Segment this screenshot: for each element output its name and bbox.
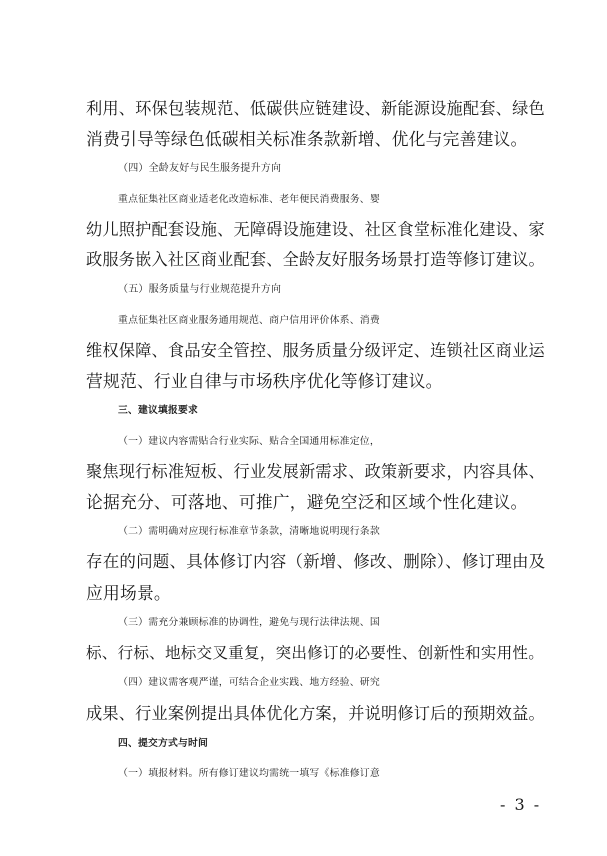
body-text-line: 利用、环保包装规范、低碳供应链建设、新能源设施配套、绿色 [86,99,545,118]
body-text-line: 幼儿照护配套设施、无障碍设施建设、社区食堂标准化建设、家 [86,220,545,239]
body-text-line: （三）需充分兼顾标准的协调性，避免与现行法律法规、国 [118,617,380,628]
body-text-line: 政服务嵌入社区商业配套、全龄友好服务场景打造等修订建议。 [86,250,545,269]
body-text-line: （二）需明确对应现行标准章节条款，清晰地说明现行条款 [118,526,380,537]
subsection-heading-5: （五）服务质量与行业规范提升方向 [118,284,282,295]
body-text-line: （四）建议需客观严谨，可结合企业实践、地方经验、研究 [118,677,380,688]
body-text-line: 营规范、行业自律与市场秩序优化等修订建议。 [86,371,443,391]
body-text-line: 标、行标、地标交叉重复，突出修订的必要性、创新性和实用性。 [86,644,545,662]
subsection-heading-4: （四）全龄友好与民生服务提升方向 [118,163,282,174]
body-text-line: （一）建议内容需贴合行业实际、贴合全国通用标准定位， [118,436,380,447]
body-text-line: 论据充分、可落地、可推广，避免空泛和区域个性化建议。 [86,492,528,512]
body-text-line: （一）填报材料。所有修订建议均需统一填写《标准修订意 [118,768,380,779]
body-text-line: 维权保障、食品安全管控、服务质量分级评定、连锁社区商业运 [86,341,545,360]
section-heading-4: 四、提交方式与时间 [118,738,208,749]
body-text-line: 重点征集社区商业适老化改造标准、老年便民消费服务、婴 [118,194,380,205]
body-text-line: 重点征集社区商业服务通用规范、商户信用评价体系、消费 [118,315,380,326]
body-text-line: 应用场景。 [86,583,171,603]
body-text-line: 聚焦现行标准短板、行业发展新需求、政策新要求，内容具体、 [86,462,545,481]
body-text-line: 成果、行业案例提出具体优化方案，并说明修订后的预期效益。 [86,704,545,723]
section-heading-3: 三、建议填报要求 [118,405,198,416]
page-number: - 3 - [500,795,542,814]
body-text-line: 消费引导等绿色低碳相关标准条款新增、优化与完善建议。 [86,129,528,149]
body-text-line: 存在的问题、具体修订内容（新增、修改、删除）、修订理由及 [86,552,546,571]
